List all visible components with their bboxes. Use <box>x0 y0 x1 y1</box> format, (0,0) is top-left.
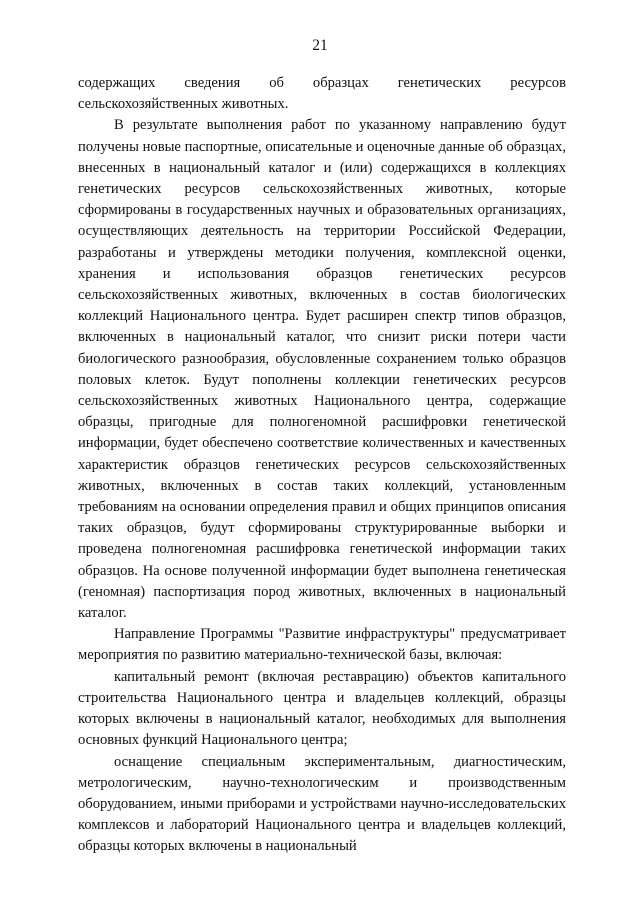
paragraph-infrastructure-direction: Направление Программы "Развитие инфраструктуры" предусматривает мероприятия по развитию материально-технической базы, включая: <box>78 626 566 664</box>
document-body <box>78 73 566 858</box>
paragraph-continuation: содержащих сведения об образцах генетических ресурсов сельскохозяйственных животных. <box>78 75 566 113</box>
paragraph-equipment: оснащение специальным экспериментальным, диагностическим, метрологическим, научно-технологическим и производственным оборудованием, иными приборами и устройствами научно-исследовательских комплексов и лабораторий Национального центра и владельцев коллекций, образцы которых включены в национальный <box>78 753 566 855</box>
page-number: 21 <box>312 37 328 54</box>
paragraph-results: В результате выполнения работ по указанному направлению будут получены новые паспортные, описательные и оценочные данные об образцах, внесенных в национальный каталог и (или) содержащихся в коллекциях генетических ресурсов сельскохозяйственных животных, которые сформированы в государственных научных и образовательных организациях, осуществляющих деятельность на территории Российской Федерации, разработаны и утверждены методики получения, комплексной оценки, хранения и использования образцов генетических ресурсов сельскохозяйственных животных, включенных в состав биологических коллекций Национального центра. Будет расширен спектр типов образцов, включенных в национальный каталог, что снизит риски потери части биологического разнообразия, обусловленные сохранением только образцов половых клеток. Будут пополнены коллекции генетических ресурсов сельскохозяйственных животных Национального центра, содержащие образцы, пригодные для полногеномной расшифровки генетической информации, будет обеспечено соответствие количественных и качественных характеристик образцов генетических ресурсов сельскохозяйственных животных, включенных в состав таких коллекций, установленным требованиям на основании определения правил и общих принципов описания таких образцов, будут сформированы структурированные выборки и проведена полногеномная расшифровка генетической информации таких образцов. На основе полученной информации будет выполнена генетическая (геномная) паспортизация пород животных, включенных в национальный каталог. <box>78 117 566 622</box>
paragraph-capital-repair: капитальный ремонт (включая реставрацию) объектов капитального строительства Национального центра и владельцев коллекций, образцы которых включены в национальный каталог, необходимых для выполнения основных функций Национального центра; <box>78 668 566 749</box>
